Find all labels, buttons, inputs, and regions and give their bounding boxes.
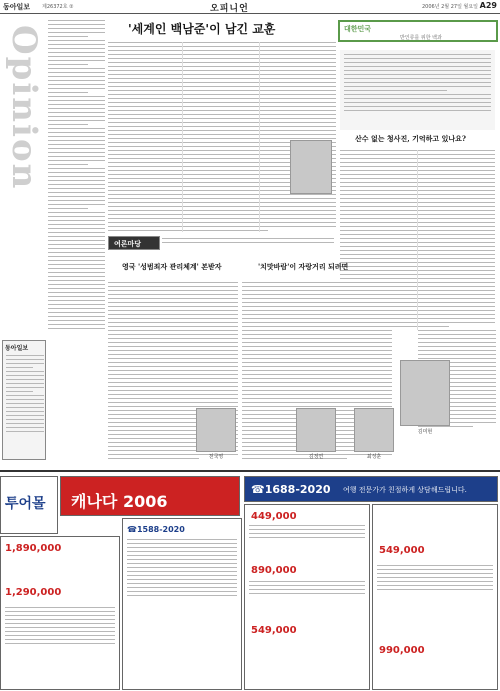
ad-banner-text: 캐나다 2006	[71, 492, 168, 511]
masthead-box	[2, 340, 46, 460]
letter2-photo	[296, 408, 336, 452]
ad-price-2: 1,290,000	[5, 587, 62, 598]
letter1-photo	[196, 408, 236, 452]
ad-price-4: 890,000	[251, 565, 297, 576]
letter2-headline: '치맛바람'이 자랑거리 되려면	[258, 262, 349, 271]
letter3-name: 최성훈	[366, 454, 382, 460]
ad-price-5: 549,000	[251, 625, 297, 636]
ad-slogan: 여행 전문가가 친절하게 상담해드립니다.	[343, 486, 467, 494]
ad-brand-box[interactable]	[0, 476, 58, 534]
forum-label-box	[108, 236, 160, 250]
series-banner	[338, 20, 498, 42]
issue-date: 2006년 2월 27일 월요일	[421, 4, 478, 10]
forum-notice	[162, 238, 334, 252]
ad-price-7: 990,000	[379, 645, 425, 656]
columnist2-photo	[400, 360, 450, 426]
page-header	[0, 0, 500, 14]
ad-package-2[interactable]	[122, 518, 242, 690]
ad-package-3[interactable]	[244, 504, 370, 690]
opinion-label: Opinion	[4, 25, 44, 191]
letter3-photo	[354, 408, 394, 452]
editorial-body	[108, 42, 336, 234]
series-intro	[340, 50, 495, 130]
ad-price-3: 449,000	[251, 511, 297, 522]
opinion-sidebar	[0, 15, 46, 345]
ad-package-1[interactable]	[0, 536, 120, 690]
page-number: A29	[479, 1, 497, 10]
ad-phone-2: ☎1588-2020	[127, 525, 185, 534]
masthead-title: 동아일보	[5, 345, 29, 352]
column-headline: 산수 없는 청사진, 기억하고 있나요?	[355, 134, 466, 143]
letter2-name: 김정연	[308, 454, 324, 460]
letter1-name: 천국영	[208, 454, 224, 460]
editorial-headline: '세계인 백남준'이 남긴 교훈	[128, 22, 276, 36]
section-title: 오피니언	[210, 4, 249, 14]
paper-name: 동아일보	[3, 3, 31, 11]
ad-price-1: 1,890,000	[5, 543, 62, 554]
ad-phone-banner[interactable]	[244, 476, 498, 502]
ad-price-6: 549,000	[379, 545, 425, 556]
series-label: 대한민국	[344, 25, 372, 33]
ad-brand: 투어몰	[5, 496, 46, 512]
issue-number: 제26372호 ②	[42, 4, 74, 10]
ad-banner[interactable]	[60, 476, 240, 516]
ad-package-4[interactable]	[372, 504, 498, 690]
series-subtitle: 반인류를 위한 백과	[400, 35, 442, 41]
ad-phone: ☎1688-2020	[251, 483, 331, 496]
letter1-headline: 영국 '성범죄자 관리체계' 본받자	[122, 262, 222, 271]
columnist2-name: 김미현	[417, 429, 433, 435]
sidebar-text	[48, 20, 105, 330]
ad-section	[0, 470, 500, 691]
forum-label: 여론마당	[114, 240, 142, 248]
columnist-photo	[290, 140, 332, 194]
